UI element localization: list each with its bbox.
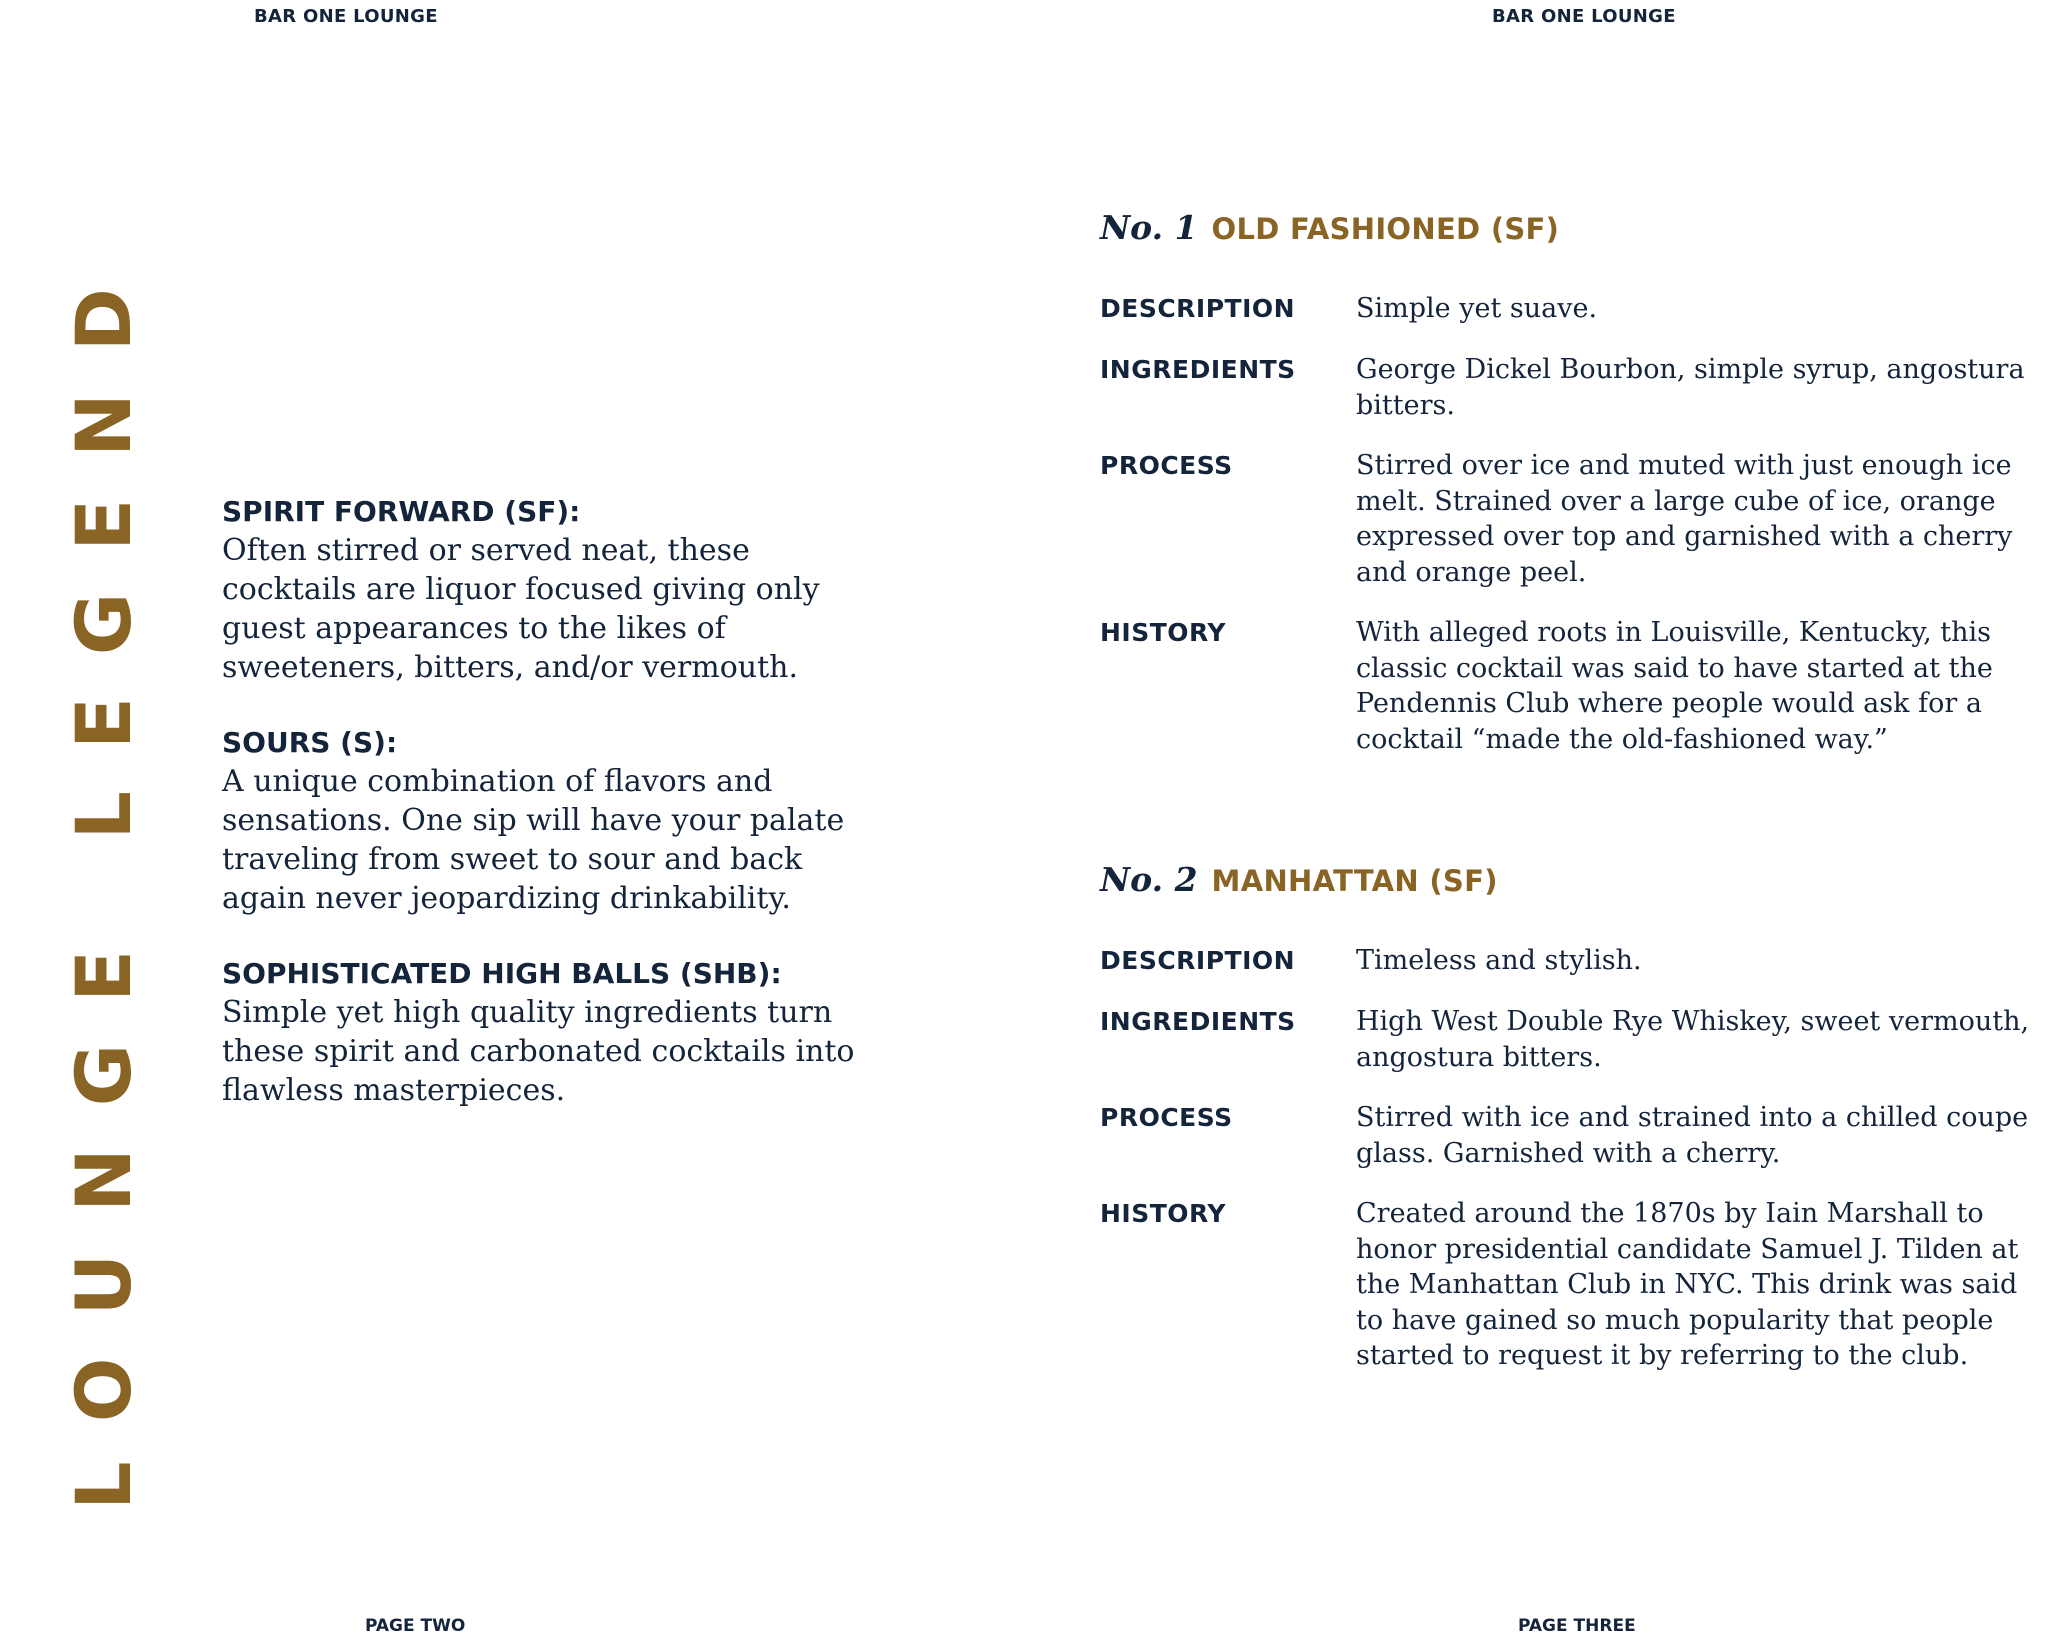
detail-row-process — [1100, 448, 2040, 590]
cocktail-heading — [1100, 857, 2040, 903]
cocktail-number: No. 1 — [1100, 208, 1198, 247]
legend-term: SOPHISTICATED HIGH BALLS (SHB): — [222, 957, 782, 990]
detail-row-history — [1100, 1196, 2040, 1374]
legend-entry-high-balls — [222, 955, 872, 1110]
cocktail-name: OLD FASHIONED (SF) — [1211, 212, 1560, 246]
detail-value: George Dickel Bourbon, simple syrup, angostura bitters. — [1356, 354, 2025, 421]
detail-label: DESCRIPTION — [1100, 294, 1296, 323]
lounge-legend-title: LOUNGE LEGEND — [59, 246, 148, 1510]
legend-term: SOURS (S): — [222, 726, 398, 759]
detail-value: Stirred with ice and strained into a chilled coupe glass. Garnished with a cherry. — [1356, 1102, 2029, 1169]
detail-value: Stirred over ice and muted with just enough ice melt. Strained over a large cube of ice, orange expressed over top and garnished with a cherry and orange peel. — [1356, 450, 2013, 588]
legend-entry-spirit-forward — [222, 493, 872, 687]
cocktail-name: MANHATTAN (SF) — [1211, 864, 1498, 898]
cocktail-old-fashioned — [1100, 205, 2040, 782]
running-header-left: BAR ONE LOUNGE — [254, 6, 438, 27]
detail-value: Timeless and stylish. — [1356, 945, 1642, 976]
legend-definition: Simple yet high quality ingredients turn these spirit and carbonated cocktails into flawless masterpieces. — [222, 995, 855, 1108]
cocktail-details — [1100, 943, 2040, 1374]
page-number-left: PAGE TWO — [365, 1616, 466, 1636]
legend-term: SPIRIT FORWARD (SF): — [222, 495, 581, 528]
cocktail-heading — [1100, 205, 2040, 251]
detail-label: HISTORY — [1100, 618, 1227, 647]
detail-row-history — [1100, 615, 2040, 757]
detail-row-description — [1100, 291, 2040, 327]
cocktail-manhattan — [1100, 857, 2040, 1399]
detail-label: PROCESS — [1100, 1103, 1233, 1132]
detail-label: INGREDIENTS — [1100, 355, 1296, 384]
detail-value: With alleged roots in Louisville, Kentucky, this classic cocktail was said to have started at the Pendennis Club where people would ask for a cocktail “made the old-fashioned way.” — [1356, 617, 1993, 755]
detail-value: Created around the 1870s by Iain Marshall to honor presidential candidate Samuel J. Tilden at the Manhattan Club in NYC. This drink was said to have gained so much popularity that people started to request it by referring to the club. — [1356, 1198, 2019, 1371]
cocktail-details — [1100, 291, 2040, 757]
running-header-right: BAR ONE LOUNGE — [1492, 6, 1676, 27]
legend-definition: A unique combination of flavors and sensations. One sip will have your palate traveling from sweet to sour and back again never jeopardizing drinkability. — [222, 764, 845, 916]
detail-row-ingredients — [1100, 1004, 2040, 1075]
detail-row-ingredients — [1100, 352, 2040, 423]
detail-label: DESCRIPTION — [1100, 946, 1296, 975]
legend-definition: Often stirred or served neat, these cocktails are liquor focused giving only guest appearances to the likes of sweeteners, bitters, and/or vermouth. — [222, 533, 820, 685]
cocktail-number: No. 2 — [1100, 860, 1198, 899]
detail-label: HISTORY — [1100, 1199, 1227, 1228]
detail-value: Simple yet suave. — [1356, 293, 1598, 324]
page-number-right: PAGE THREE — [1518, 1616, 1636, 1636]
detail-row-process — [1100, 1100, 2040, 1171]
legend-entry-sours — [222, 724, 872, 918]
detail-value: High West Double Rye Whiskey, sweet vermouth, angostura bitters. — [1356, 1006, 2030, 1073]
detail-row-description — [1100, 943, 2040, 979]
legend — [222, 493, 872, 1147]
detail-label: INGREDIENTS — [1100, 1007, 1296, 1036]
detail-label: PROCESS — [1100, 451, 1233, 480]
